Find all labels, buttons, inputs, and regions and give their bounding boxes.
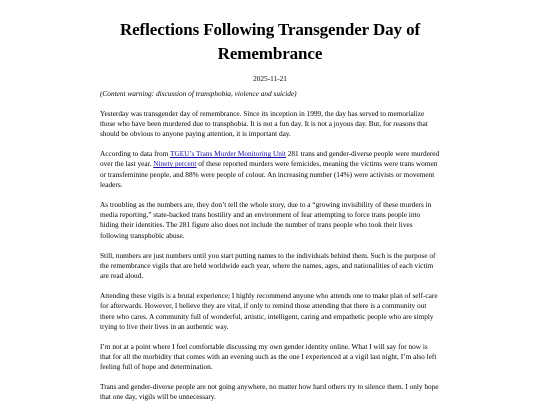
paragraph-6: I’m not at a point where I feel comfortable discussing my own gender identity online. What I will say for now is that for all the morbidity that comes with an evening such as the one I experienced at a vigil last night, I’m also left feeling full of hope and determination.: [100, 341, 437, 372]
tgeu-monitoring-link[interactable]: TGEU’s Trans Murder Monitoring Unit: [169, 149, 286, 159]
paragraph-2-text-middle: 281 trans and gender-diverse people were murdered over the last year.: [100, 149, 440, 169]
ninety-percent-link[interactable]: Ninety percent: [153, 159, 197, 169]
paragraph-1: Yesterday was transgender day of remembrance. Since its inception in 1999, the day has served to memorialize those who have been murdered due to transphobia. It is not a fun day. It is not a joyous day. But, for reasons that should be obvious to anyone paying attention, it is important day.: [100, 108, 428, 139]
paragraph-3: As troubling as the numbers are, they don’t tell the whole story, due to a “growing invisibility of these murders in media reporting,” state-backed trans hostility and an environment of fear attempting to force trans people into hiding their identities. The 281 figure also does not include the number of trans people who took their lives following transphobic abuse.: [100, 199, 432, 240]
paragraph-4: Still, numbers are just numbers until you start putting names to the individuals behind them. Such is the purpose of the remembrance vigils that are held worldwide each year, where the names, ages, and nationalities of each victim are read aloud.: [100, 250, 436, 281]
paragraph-2-text-after: of these reported murders were femicides, meaning the victims were trans women or transfeminine people, and 88% were people of colour. An increasing number (14%) were activists or movement leaders.: [100, 159, 438, 190]
paragraph-2-text-before: According to data from: [100, 149, 170, 159]
content-warning: (Content warning: discussion of transphobia, violence and suicide): [100, 89, 297, 98]
article-title: Reflections Following Transgender Day of Remembrance: [119, 20, 421, 63]
paragraph-5: Attending these vigils is a brutal experience; I highly recommend anyone who attends one to make plan of self-care for afterwards. However, I believe they are vital, if only to remind those attending that there is a community out there who cares. A community full of wonderful, artistic, intelligent, caring and empathetic people who are simply trying to live their lives in an authentic way.: [100, 290, 438, 331]
paragraph-2: [100, 149, 440, 190]
article-date: 2025-11-21: [253, 74, 287, 83]
paragraph-7: Trans and gender-diverse people are not going anywhere, no matter how hard others try to silence them. I only hope that one day, vigils will be unnecessary.: [100, 382, 439, 402]
article: [100, 0, 440, 403]
